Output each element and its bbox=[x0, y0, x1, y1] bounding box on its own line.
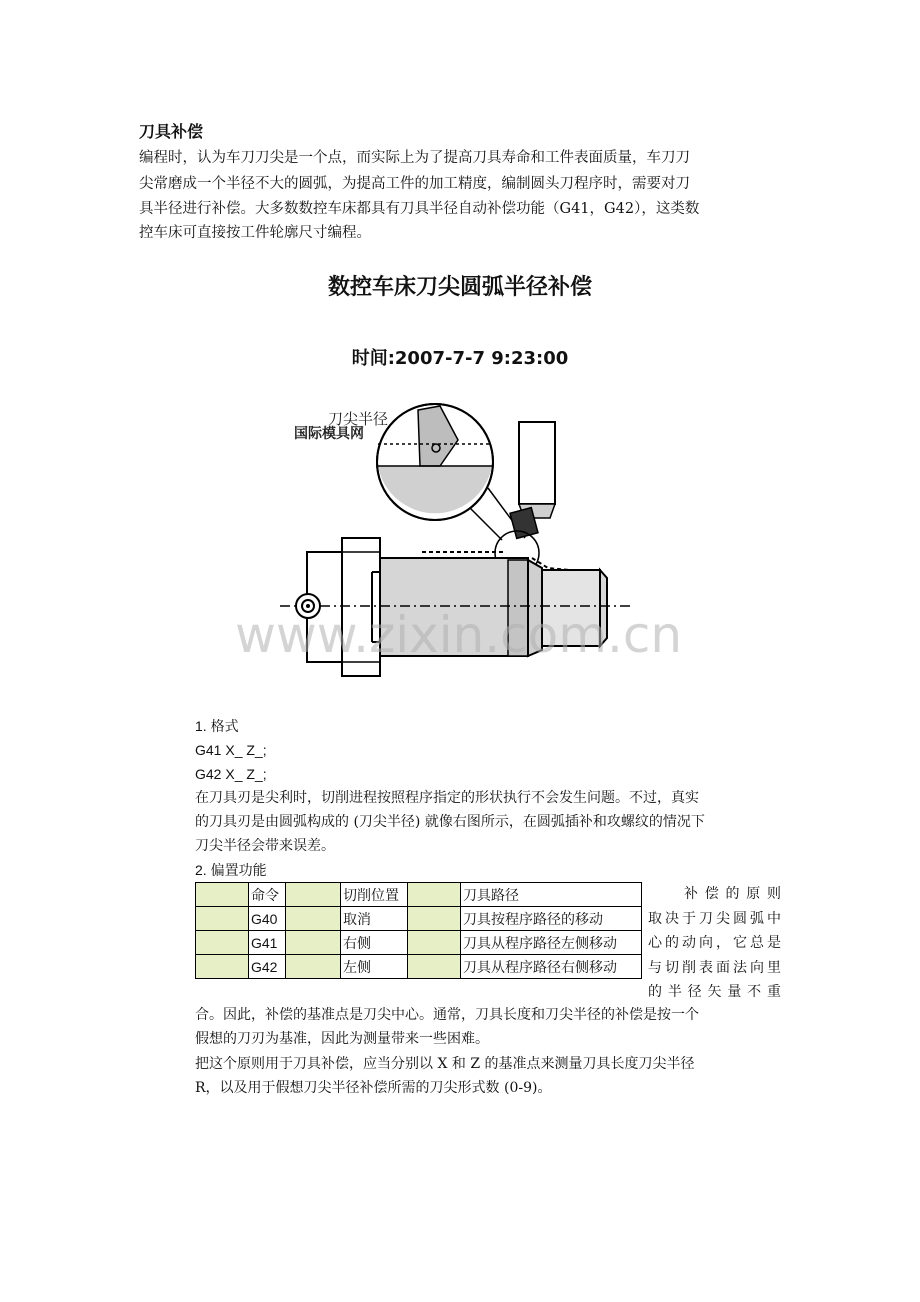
table-header: 刀具路径 bbox=[461, 883, 642, 907]
table-header: 命令 bbox=[249, 883, 286, 907]
table-cell: 右侧 bbox=[341, 931, 408, 955]
lathe-tool-nose-diagram bbox=[235, 400, 683, 690]
section2-heading: 2. 偏置功能 bbox=[195, 862, 267, 878]
table-cell: 左侧 bbox=[341, 955, 408, 979]
intro-line: 尖常磨成一个半径不大的圆弧，为提高工件的加工精度，编制圆头刀程序时，需要对刀 bbox=[139, 176, 690, 192]
watermark: www.zixin.com.cn bbox=[235, 606, 683, 664]
article-title: 数控车床刀尖圆弧半径补偿 bbox=[327, 275, 592, 300]
table-header-row bbox=[196, 883, 642, 907]
table-row bbox=[196, 907, 642, 931]
section2-para-line: 把这个原则用于刀具补偿，应当分别以 X 和 Z 的基准点来测量刀具长度刀尖半径 bbox=[195, 1056, 695, 1072]
section2-para-line: 假想的刀刃为基准，因此为测量带来一些困难。 bbox=[195, 1031, 489, 1047]
side-text-line: 心的动向，它总是 bbox=[648, 935, 781, 951]
code-line: G41 X_ Z_; bbox=[195, 742, 267, 758]
table-row bbox=[196, 931, 642, 955]
table-header: 切削位置 bbox=[341, 883, 408, 907]
section1-para-line: 刀尖半径会带来误差。 bbox=[195, 838, 335, 854]
intro-title: 刀具补偿 bbox=[139, 122, 204, 141]
side-text-line: 补偿的原则 bbox=[684, 886, 781, 902]
table-row bbox=[196, 955, 642, 979]
magnified-tool-nose-circle bbox=[377, 404, 493, 520]
article-time: 时间:2007-7-7 9:23:00 bbox=[351, 348, 569, 369]
section1-heading: 1. 格式 bbox=[195, 718, 239, 734]
table-cell: 刀具从程序路径右侧移动 bbox=[461, 955, 642, 979]
intro-line: 控车床可直接按工件轮廓尺寸编程。 bbox=[139, 225, 371, 241]
section2-para-line: 合。因此，补偿的基准点是刀尖中心。通常，刀具长度和刀尖半径的补偿是按一个 bbox=[195, 1007, 699, 1023]
section1-para-line: 在刀具刃是尖利时，切削进程按照程序指定的形状执行不会发生问题。不过，真实 bbox=[195, 790, 699, 806]
offset-function-table bbox=[195, 882, 642, 979]
section1-para-line: 的刀具刃是由圆弧构成的 (刀尖半径) 就像右图所示，在圆弧插补和攻螺纹的情况下 bbox=[195, 814, 705, 830]
table-cell: G42 bbox=[249, 955, 286, 979]
table-cell: G41 bbox=[249, 931, 286, 955]
table-cell: 取消 bbox=[341, 907, 408, 931]
label-tip-radius: 刀尖半径 bbox=[328, 410, 389, 428]
label-site: 国际模具网 bbox=[294, 426, 364, 442]
table-cell: G40 bbox=[249, 907, 286, 931]
intro-line: 具半径进行补偿。大多数数控车床都具有刀具半径自动补偿功能（G41，G42），这类数 bbox=[139, 201, 700, 217]
code-line: G42 X_ Z_; bbox=[195, 766, 267, 782]
table-cell: 刀具从程序路径左侧移动 bbox=[461, 931, 642, 955]
side-text-line: 与切削表面法向里 bbox=[648, 960, 781, 976]
side-text-line: 的半径矢量不重 bbox=[648, 984, 781, 1000]
section2-para-line: R，以及用于假想刀尖半径补偿所需的刀尖形式数 (0-9)。 bbox=[195, 1080, 552, 1096]
table-cell: 刀具按程序路径的移动 bbox=[461, 907, 642, 931]
intro-line: 编程时，认为车刀刀尖是一个点，而实际上为了提高刀具寿命和工件表面质量，车刀刀 bbox=[139, 150, 690, 166]
side-text-line: 取决于刀尖圆弧中 bbox=[648, 911, 781, 927]
